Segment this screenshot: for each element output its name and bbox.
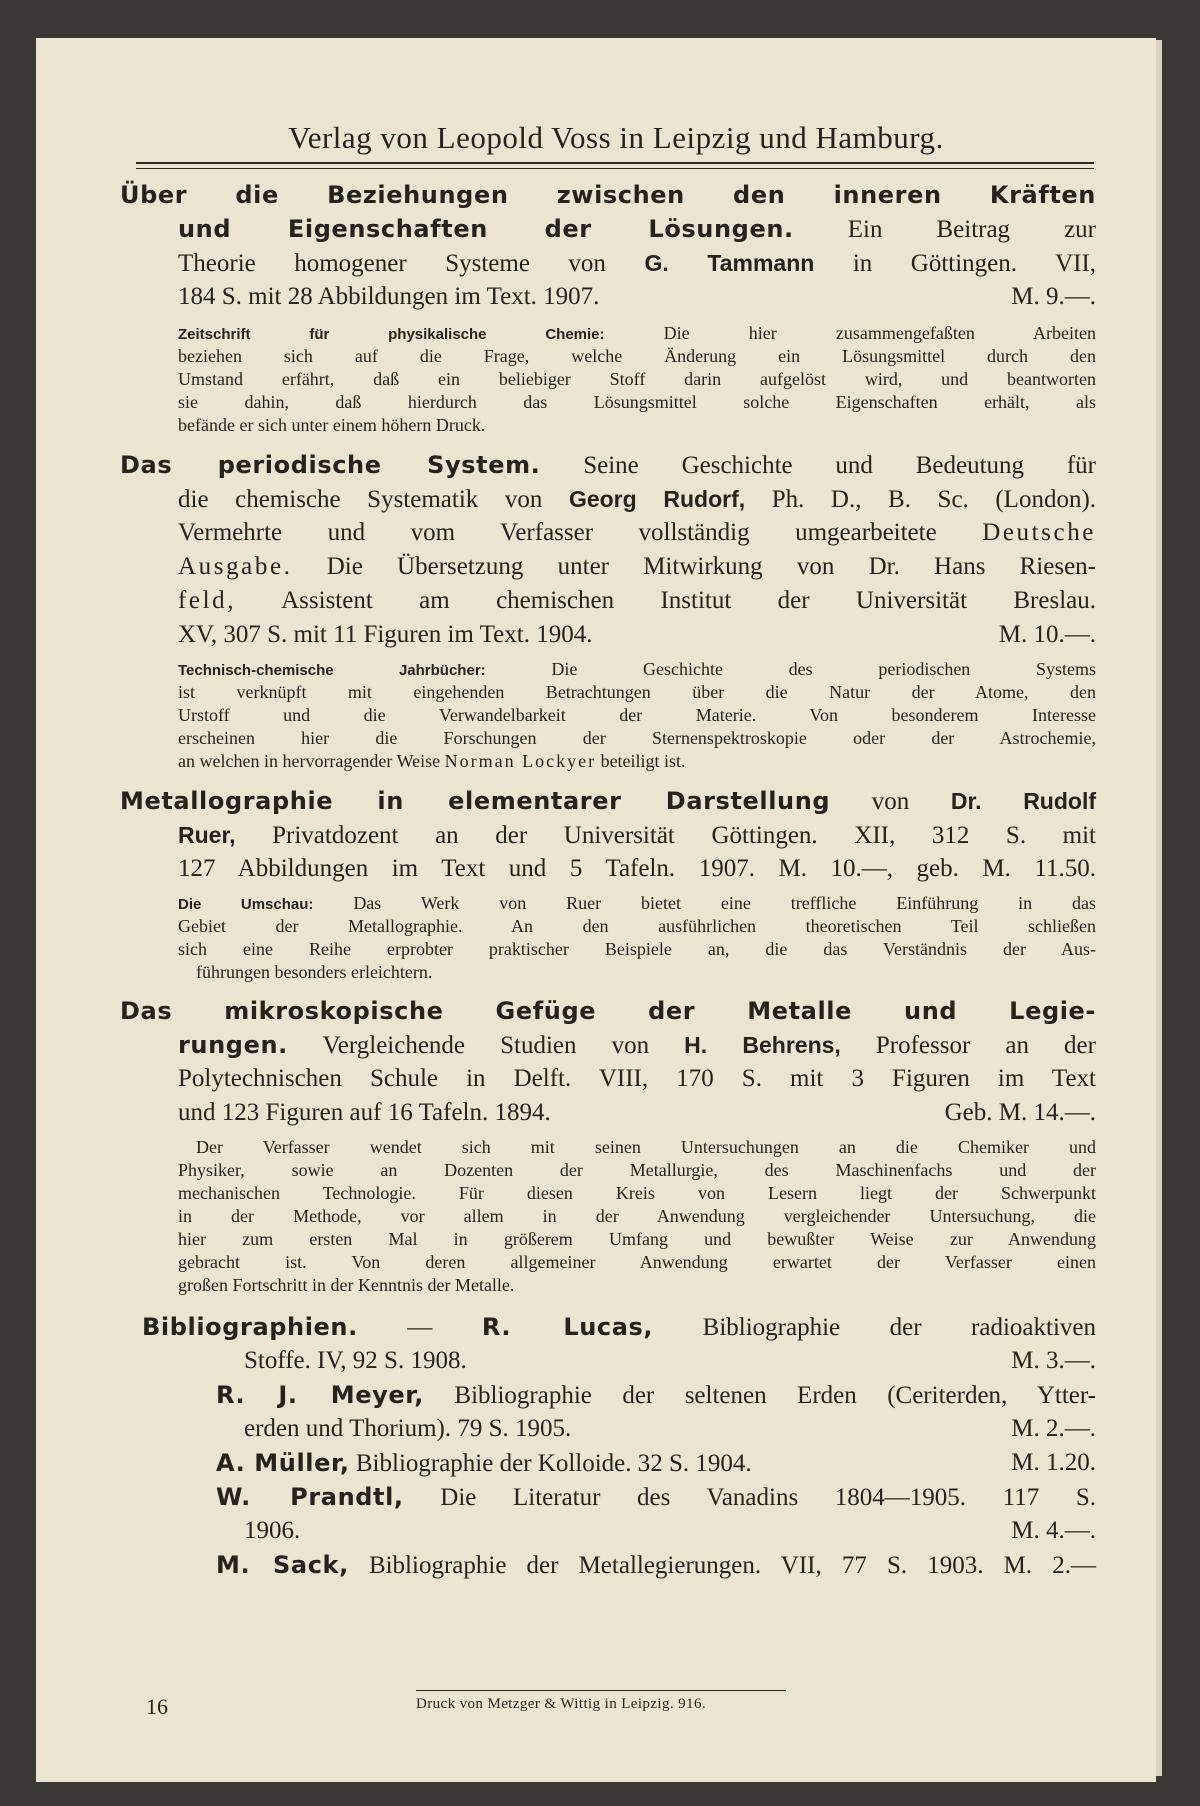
entry-line: [178, 246, 1096, 280]
review-source: Die Umschau:: [178, 896, 314, 913]
entry-line: [142, 1310, 1096, 1344]
review-line: erscheinen hier die Forschungen der Sternenspektroskopie oder der Astrochemie,: [178, 728, 1096, 748]
price: M. 10.—.: [998, 621, 1096, 648]
review-line: beziehen sich auf die Frage, welche Änderung ein Lösungsmittel durch den: [178, 346, 1096, 366]
entry-line: [178, 280, 1096, 314]
author-name: G. Tammann: [644, 250, 815, 276]
review-source: Technisch-chemische Jahrbücher:: [178, 662, 486, 679]
entry-text: 1906.: [244, 1517, 301, 1544]
entry-line: [120, 784, 1096, 818]
review-line: gebracht ist. Von deren allgemeiner Anwendung erwartet der Verfasser einen: [178, 1252, 1096, 1272]
entry-text: Ein Beitrag zur: [847, 216, 1096, 243]
review-text: an welchen in hervorragender Weise: [178, 751, 441, 771]
author-name: W. Prandtl,: [216, 1483, 404, 1511]
entry-title: Bibliographien.: [142, 1313, 358, 1341]
entry-text: die chemische Systematik von: [178, 486, 543, 513]
review-line: führungen besonders erleichtern.: [196, 962, 433, 982]
entry-line: [178, 550, 1096, 584]
footer-rule: [416, 1690, 786, 1691]
review-line: hier zum ersten Mal in größerem Umfang und bewußter Weise zur Anwendung: [178, 1229, 1096, 1249]
price: M. 1.20.: [1011, 1449, 1096, 1476]
author-name: H. Behrens,: [684, 1032, 841, 1058]
review-line: sich eine Reihe erprobter praktischer Beispiele an, die das Verständnis der Aus-: [178, 939, 1096, 959]
entry-text: Bibliographie der Kolloide. 32 S. 1904.: [355, 1450, 752, 1477]
review-line: großen Fortschritt in der Kenntnis der Metalle.: [178, 1275, 515, 1295]
review-line: befände er sich unter einem höhern Druck.: [178, 415, 486, 435]
review-line: sie dahin, daß hierdurch das Lösungsmittel solche Eigenschaften erhält, als: [178, 392, 1096, 412]
entry-text: Vergleichende Studien von: [322, 1032, 650, 1059]
price: M. 9.—.: [1011, 283, 1096, 310]
entry-line: [216, 1378, 1096, 1412]
entry-line: [178, 516, 1096, 550]
entry-text: Bibliographie der radioaktiven: [702, 1314, 1097, 1341]
entry-text: Ph. D., B. Sc. (London).: [771, 486, 1097, 513]
review-source: Zeitschrift für physikalische Chemie:: [178, 326, 605, 343]
entry-title: Das periodische System.: [120, 451, 541, 479]
entry-text: Vermehrte und vom Verfasser vollständig umgearbeitete: [178, 519, 937, 546]
entry-line: Polytechnischen Schule in Delft. VIII, 170 S. mit 3 Figuren im Text: [178, 1065, 1096, 1092]
entry-text: in Göttingen. VII,: [852, 250, 1097, 277]
review-line: [178, 322, 1096, 345]
entry-title: Metallographie in elementarer Darstellung: [120, 787, 831, 815]
review-line: [178, 658, 1096, 681]
price: M. 2.—.: [1011, 1415, 1096, 1442]
review-line: mechanischen Technologie. Für diesen Kreis von Lesern liegt der Schwerpunkt: [178, 1183, 1096, 1203]
entry-text: Privatdozent an der Universität Göttingen. XII, 312 S. mit: [272, 822, 1097, 849]
author-name: Georg Rudorf,: [568, 486, 746, 512]
entry-line: [178, 212, 1096, 246]
entry-line: [120, 448, 1096, 482]
review-text: Die Geschichte des periodischen Systems: [551, 659, 1096, 679]
printer-imprint: Druck von Metzger & Wittig in Leipzig. 916.: [416, 1696, 707, 1712]
entry-text: Seine Geschichte und Bedeutung für: [583, 452, 1096, 479]
page-edge: [1156, 40, 1162, 1776]
review-line: Urstoff und die Verwandelbarkeit der Materie. Von besonderem Interesse: [178, 705, 1096, 725]
entry-text: Bibliographie der Metallegierungen. VII, 77 S. 1903. M. 2.—: [368, 1552, 1096, 1579]
entry-title-line: [120, 178, 1096, 212]
entry-line: [178, 1028, 1096, 1062]
review-text: beteiligt ist.: [600, 751, 686, 771]
entry-line: [216, 1480, 1096, 1514]
review-line: in der Methode, vor allem in der Anwendung vergleichender Untersuchung, die: [178, 1206, 1096, 1226]
entry-text: XV, 307 S. mit 11 Figuren im Text. 1904.: [178, 621, 593, 648]
entry-title: und Eigenschaften der Lösungen.: [178, 215, 794, 243]
entry-title: Über die Beziehungen zwischen den inneren Kräften: [120, 181, 1096, 209]
entry-text: von: [871, 788, 910, 815]
review-line: Umstand erfährt, daß ein beliebiger Stoff darin aufgelöst wird, und beantworten: [178, 369, 1096, 389]
author-name: Ruer,: [178, 822, 236, 848]
entry-text: Assistent am chemischen Institut der Universität Breslau.: [281, 587, 1097, 614]
entry-text: Bibliographie der seltenen Erden (Ceriterden, Ytter-: [454, 1382, 1097, 1409]
entry-line: [216, 1446, 916, 1480]
price: Geb. M. 14.—.: [944, 1099, 1096, 1126]
entry-title-line: [120, 994, 1096, 1028]
entry-text: Die Übersetzung unter Mitwirkung von Dr. Hans Riesen-: [326, 553, 1097, 580]
review-text: Das Werk von Ruer bietet eine treffliche Einführung in das: [353, 893, 1097, 913]
entry-text: Die Literatur des Vanadins 1804—1905. 117 S.: [440, 1484, 1096, 1511]
entry-line: [178, 818, 1096, 852]
review-line: [178, 750, 1096, 773]
entry-line: [178, 584, 1096, 618]
entry-text-spaced: Ausgabe.: [178, 553, 293, 580]
entry-text-spaced: Deutsche: [982, 519, 1097, 546]
entry-text: —: [407, 1314, 433, 1341]
review-line: Gebiet der Metallographie. An den ausführlichen theoretischen Teil schließen: [178, 916, 1096, 936]
author-name: R. J. Meyer,: [216, 1381, 424, 1409]
entry-line: [244, 1412, 1096, 1446]
entry-line: [216, 1548, 1096, 1582]
entry-text: Professor an der: [875, 1032, 1096, 1059]
entry-line: [178, 618, 1096, 652]
publisher-header: Verlag von Leopold Voss in Leipzig und Hamburg.: [288, 120, 944, 155]
entry-line: [178, 482, 1096, 516]
entry-text: Stoffe. IV, 92 S. 1908.: [244, 1347, 467, 1374]
review-line: Physiker, sowie an Dozenten der Metallurgie, des Maschinenfachs und der: [178, 1160, 1096, 1180]
entry-text-spaced: feld,: [178, 587, 237, 614]
review-line: ist verknüpft mit eingehenden Betrachtungen über die Natur der Atome, den: [178, 682, 1096, 702]
header-rule-thin: [136, 168, 1094, 169]
review-line: [178, 892, 1096, 915]
price: M. 4.—.: [1011, 1517, 1096, 1544]
entry-title: Das mikroskopische Gefüge der Metalle und Legie-: [120, 997, 1096, 1025]
header-rule: [136, 162, 1094, 164]
entry-line: 127 Abbildungen im Text und 5 Tafeln. 1907. M. 10.—, geb. M. 11.50.: [178, 855, 1096, 882]
review-text: Die hier zusammengefaßten Arbeiten: [663, 323, 1096, 343]
author-name: Dr. Rudolf: [950, 788, 1097, 814]
entry-text: 184 S. mit 28 Abbildungen im Text. 1907.: [178, 283, 600, 310]
price: M. 3.—.: [1011, 1347, 1096, 1374]
entry-line: [244, 1514, 844, 1548]
entry-title: rungen.: [178, 1031, 288, 1059]
entry-text: Theorie homogener Systeme von: [178, 250, 606, 277]
entry-line: [244, 1344, 1096, 1378]
entry-text: und 123 Figuren auf 16 Tafeln. 1894.: [178, 1099, 551, 1126]
review-text-spaced: Norman Lockyer: [444, 751, 597, 771]
author-name: M. Sack,: [216, 1551, 349, 1579]
entry-text: erden und Thorium). 79 S. 1905.: [244, 1415, 572, 1442]
page-number: 16: [146, 1694, 168, 1719]
review-line: Der Verfasser wendet sich mit seinen Untersuchungen an die Chemiker und: [196, 1137, 1096, 1157]
author-name: R. Lucas,: [481, 1313, 654, 1341]
author-name: A. Müller,: [216, 1449, 350, 1477]
document-page: [36, 38, 1156, 1782]
